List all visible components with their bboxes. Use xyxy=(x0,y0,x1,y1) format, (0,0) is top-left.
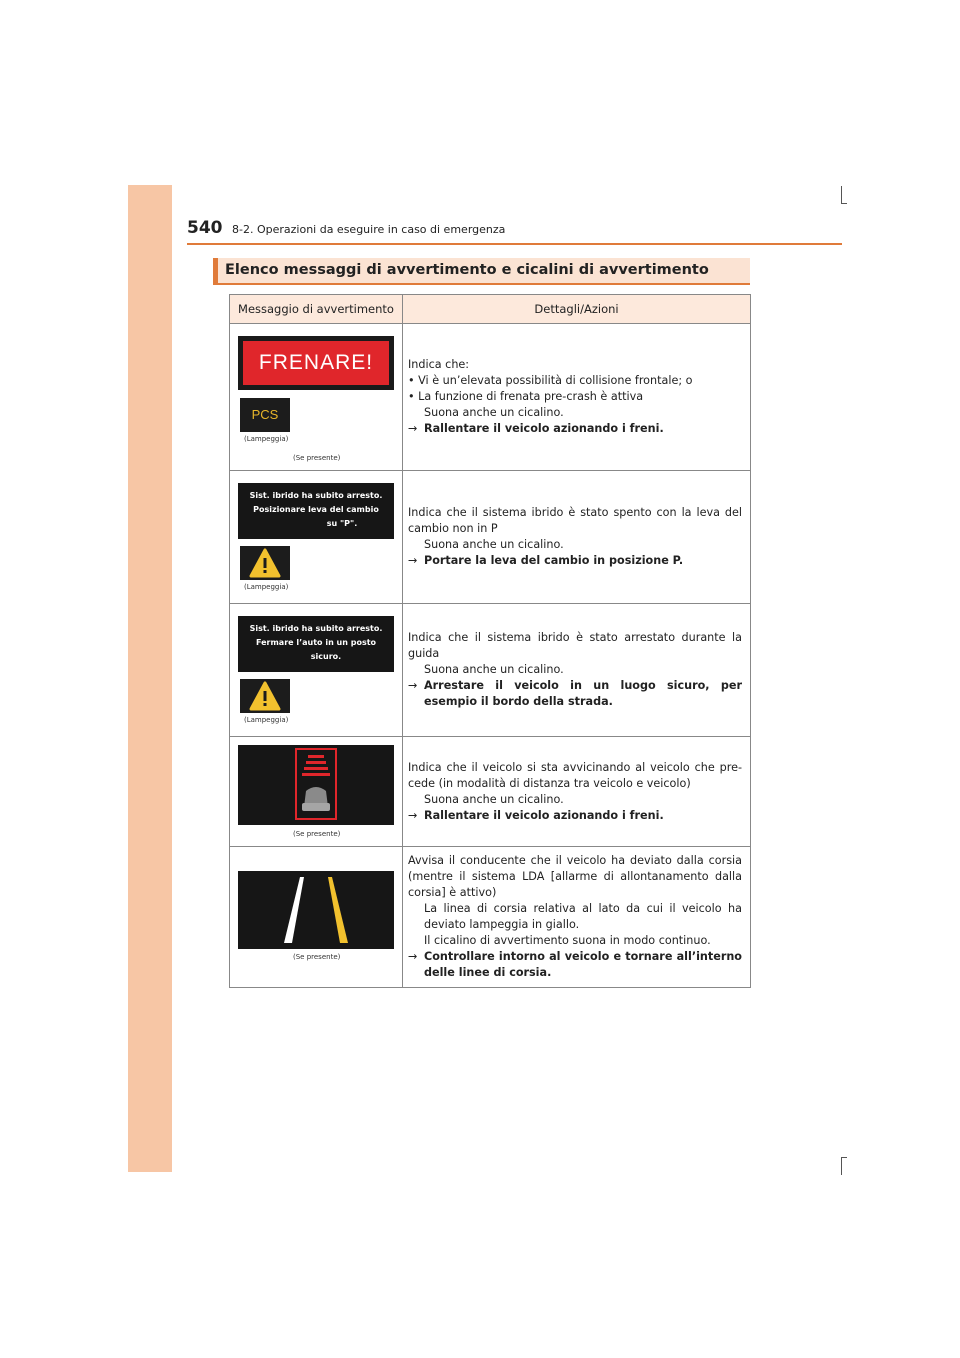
detail-line: Suona anche un cicalino. xyxy=(424,538,564,551)
screen-line: Fermare l’auto in un posto xyxy=(255,638,377,647)
detail-line: Suona anche un cicalino. xyxy=(424,663,564,676)
action-text: Controllare intorno al veicolo e tornare all’interno delle linee di corsia. xyxy=(424,950,742,979)
screen-line: Sist. ibrido ha subito arresto. xyxy=(249,491,383,500)
details-text xyxy=(403,505,750,569)
warning-indicator xyxy=(240,546,290,580)
table-row xyxy=(230,604,751,737)
frenare-text: FRENARE! xyxy=(243,341,389,385)
screen-line: sicuro. xyxy=(310,652,342,661)
side-tab xyxy=(128,185,172,1172)
warning-triangle-icon xyxy=(240,679,290,713)
crop-mark-bottom xyxy=(841,1157,842,1175)
hybrid-stop-screen xyxy=(238,483,394,539)
flash-note: (Lampeggia) xyxy=(244,583,289,591)
column-header-details: Dettagli/Azioni xyxy=(403,295,751,324)
crop-mark-top xyxy=(841,186,842,204)
table-row xyxy=(230,737,751,847)
warning-table xyxy=(229,294,751,988)
message-cell xyxy=(230,847,403,988)
hybrid-stop-screen xyxy=(238,616,394,672)
lane-departure-screen xyxy=(238,871,394,949)
details-cell xyxy=(403,471,751,604)
screen-line: Sist. ibrido ha subito arresto. xyxy=(249,624,383,633)
arrow-icon: → xyxy=(408,808,418,822)
message-cell xyxy=(230,737,403,847)
screen-line: su "P". xyxy=(326,519,358,528)
action-line xyxy=(408,949,742,981)
detail-bullet: • Vi è un’elevata possibilità di collisione frontale; o xyxy=(408,374,693,387)
flash-note: (Lampeggia) xyxy=(244,716,289,724)
action-line xyxy=(408,678,742,710)
arrow-icon: → xyxy=(408,422,418,435)
details-text xyxy=(403,760,750,824)
message-cell xyxy=(230,471,403,604)
table-header-row xyxy=(230,295,751,324)
message-cell xyxy=(230,604,403,737)
chapter-title: 8-2. Operazioni da eseguire in caso di emergenza xyxy=(232,223,506,236)
detail-line: Suona anche un cicalino. xyxy=(424,406,564,419)
detail-line: Indica che il sistema ibrido è stato spento con la leva del cambio non in P xyxy=(408,506,742,535)
detail-line: Suona anche un cicalino. xyxy=(424,792,564,806)
frenare-screen xyxy=(238,336,394,390)
details-cell xyxy=(403,847,751,988)
details-cell xyxy=(403,324,751,471)
header-rule xyxy=(187,243,842,245)
if-equipped-note: (Se presente) xyxy=(293,454,341,462)
if-equipped-note: (Se presente) xyxy=(293,830,341,838)
crop-mark-top-h xyxy=(841,203,847,204)
arrow-icon: → xyxy=(408,679,418,692)
detail-line: Indica che il sistema ibrido è stato arrestato durante la guida xyxy=(408,631,742,660)
detail-line: La linea di corsia relativa al lato da cui il veicolo ha deviato lampeggia in giallo. xyxy=(424,902,742,931)
detail-line: Il cicalino di avvertimento suona in modo continuo. xyxy=(424,934,711,947)
action-text: Arrestare il veicolo in un luogo sicuro, per esempio il bordo della strada. xyxy=(424,679,742,708)
detail-bullet: • La funzione di frenata pre-crash è attiva xyxy=(408,390,644,403)
details-text xyxy=(403,630,750,710)
action-line xyxy=(408,421,742,437)
detail-line: Indica che: xyxy=(408,358,470,371)
action-line xyxy=(408,808,742,824)
action-text: Rallentare il veicolo azionando i freni. xyxy=(424,422,664,435)
action-text: Portare la leva del cambio in posizione P. xyxy=(424,554,684,567)
page-number: 540 xyxy=(187,218,223,238)
if-equipped-note: (Se presente) xyxy=(293,953,341,961)
table-row xyxy=(230,324,751,471)
arrow-icon: → xyxy=(408,554,418,567)
screen-line: Posizionare leva del cambio xyxy=(253,505,379,514)
details-cell xyxy=(403,604,751,737)
section-heading xyxy=(213,258,750,285)
message-cell xyxy=(230,324,403,471)
section-title: Elenco messaggi di avvertimento e cicalini di avvertimento xyxy=(225,262,709,278)
detail-line: Avvisa il conducente che il veicolo ha deviato dalla corsia (mentre il sistema LDA [allarme di allontanamento dalla corsia] è attivo) xyxy=(408,854,742,899)
warning-indicator xyxy=(240,679,290,713)
warning-triangle-icon xyxy=(240,546,290,580)
detail-line: Indica che il veicolo si sta avvicinando al veicolo che pre-cede (in modalità di distanza tra veicolo e veicolo) xyxy=(408,760,742,790)
column-header-message: Messaggio di avvertimento xyxy=(230,295,403,324)
details-cell xyxy=(403,737,751,847)
action-text: Rallentare il veicolo azionando i freni. xyxy=(424,808,664,822)
approaching-vehicle-icon xyxy=(238,745,394,825)
flash-note: (Lampeggia) xyxy=(244,435,289,443)
details-text xyxy=(403,357,750,437)
lane-lines-icon xyxy=(238,871,394,949)
table-row xyxy=(230,471,751,604)
crop-mark-bottom-h xyxy=(841,1157,847,1158)
pcs-indicator-icon: PCS xyxy=(240,398,290,432)
table-row xyxy=(230,847,751,988)
action-line xyxy=(408,553,742,569)
distance-warning-screen xyxy=(238,745,394,825)
details-text xyxy=(403,853,750,981)
section-accent xyxy=(213,258,218,283)
arrow-icon: → xyxy=(408,950,418,963)
